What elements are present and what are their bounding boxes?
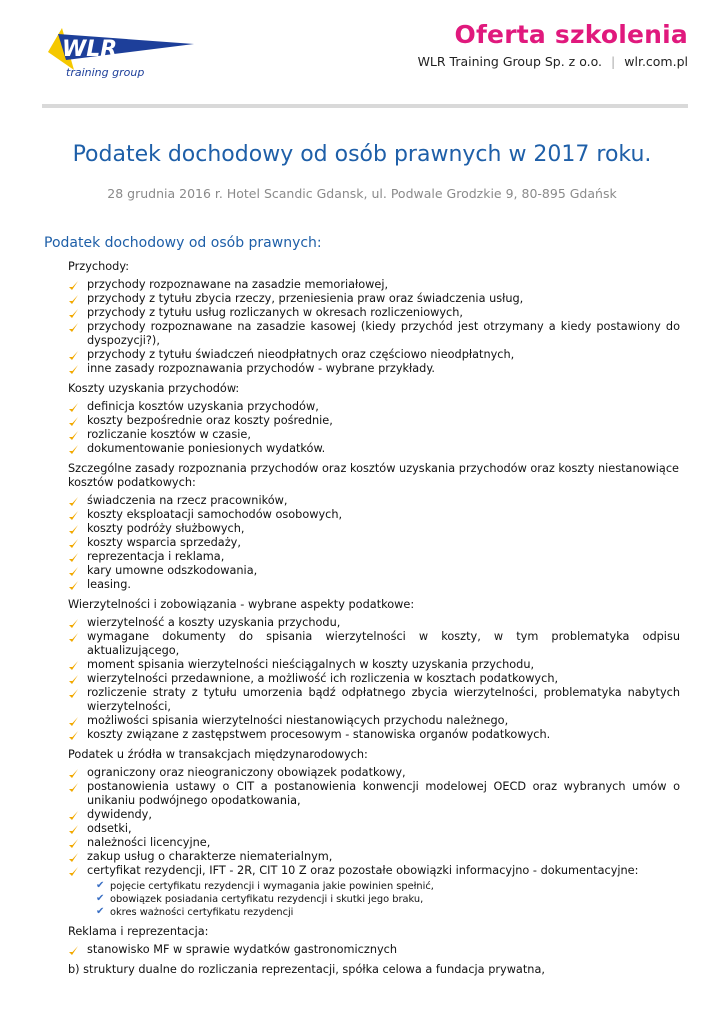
group-heading: Podatek u źródła w transakcjach międzynarodowych: xyxy=(68,748,368,761)
logo-text: WLR xyxy=(62,37,118,62)
check-bullet-icon xyxy=(68,782,79,793)
list-item-text: ograniczony oraz nieograniczony obowiązek podatkowy, xyxy=(87,766,406,779)
check-bullet-icon xyxy=(68,430,79,441)
check-bullet-icon xyxy=(68,444,79,455)
list-item-text: reprezentacja i reklama, xyxy=(87,550,225,563)
list-item-text: przychody z tytułu świadczeń nieodpłatnych oraz częściowo nieodpłatnych, xyxy=(87,348,515,361)
list-item-text: certyfikat rezydencji, IFT - 2R, CIT 10 Z oraz pozostałe obowiązki informacyjno - dokumentacyjne: xyxy=(87,864,639,877)
check-bullet-icon xyxy=(68,566,79,577)
check-bullet-icon xyxy=(68,350,79,361)
group-heading: Wierzytelności i zobowiązania - wybrane aspekty podatkowe: xyxy=(68,598,415,611)
check-bullet-icon xyxy=(68,674,79,685)
sub-list-item xyxy=(96,880,680,893)
list-item xyxy=(68,348,680,362)
list-item-text: przychody rozpoznawane na zasadzie kasowej (kiedy przychód jest otrzymany a kiedy postawiony do dyspozycji?), xyxy=(87,320,680,347)
check-bullet-icon xyxy=(68,496,79,507)
list-item xyxy=(68,616,680,630)
check-bullet-icon xyxy=(68,402,79,413)
check-bullet-icon xyxy=(68,768,79,779)
list-item xyxy=(68,686,680,714)
list-item xyxy=(68,292,680,306)
list-item-text: koszty wsparcia sprzedaży, xyxy=(87,536,241,549)
list-item xyxy=(68,808,680,822)
item-list xyxy=(68,494,680,592)
list-item xyxy=(68,630,680,658)
check-bullet-icon xyxy=(68,824,79,835)
check-bullet-icon xyxy=(68,322,79,333)
separator: | xyxy=(611,54,616,69)
sub-list-item xyxy=(96,906,680,919)
check-bullet-icon xyxy=(68,364,79,375)
check-bullet-icon xyxy=(68,510,79,521)
sub-list-item xyxy=(96,893,680,906)
list-item xyxy=(68,564,680,578)
list-item xyxy=(68,550,680,564)
list-item xyxy=(68,320,680,348)
list-item xyxy=(68,400,680,414)
document-type: Oferta szkolenia xyxy=(454,20,688,49)
check-bullet-icon xyxy=(68,852,79,863)
check-bullet-icon xyxy=(68,945,79,956)
section-heading: Podatek dochodowy od osób prawnych: xyxy=(44,235,322,251)
course-details: 28 grudnia 2016 r. Hotel Scandic Gdansk, ul. Podwale Grodzkie 9, 80-895 Gdańsk xyxy=(107,186,617,201)
list-item-text: leasing. xyxy=(87,578,131,591)
group-heading: Reklama i reprezentacja: xyxy=(68,925,209,938)
list-item-text: rozliczanie kosztów w czasie, xyxy=(87,428,251,441)
check-bullet-icon xyxy=(68,730,79,741)
check-bullet-icon xyxy=(68,280,79,291)
course-title: Podatek dochodowy od osób prawnych w 2017 roku. xyxy=(72,142,652,167)
check-bullet-icon xyxy=(68,716,79,727)
check-bullet-icon xyxy=(68,866,79,877)
list-item xyxy=(68,522,680,536)
company-name: WLR Training Group Sp. z o.o. xyxy=(417,54,603,69)
list-item xyxy=(68,428,680,442)
list-item xyxy=(68,658,680,672)
list-item-text: wymagane dokumenty do spisania wierzytelności w koszty, w tym problematyka odpisu aktualizującego, xyxy=(87,630,680,657)
item-list xyxy=(68,278,680,376)
check-bullet-icon xyxy=(68,688,79,699)
sub-item-text: okres ważności certyfikatu rezydencji xyxy=(110,907,294,918)
list-item xyxy=(68,714,680,728)
list-item-text: rozliczenie straty z tytułu umorzenia bądź odpłatnego zbycia wierzytelności, problematyka nabytych wierzytelności, xyxy=(87,686,680,713)
logo-graphic xyxy=(44,26,194,84)
list-item-text: możliwości spisania wierzytelności niestanowiących przychodu należnego, xyxy=(87,714,509,727)
check-bullet-icon xyxy=(68,308,79,319)
list-item xyxy=(68,536,680,550)
list-item xyxy=(68,766,680,780)
list-item xyxy=(68,728,680,742)
check-bullet-icon xyxy=(68,294,79,305)
list-item xyxy=(68,864,680,878)
sub-item-text: obowiązek posiadania certyfikatu rezydencji i skutki jego braku, xyxy=(110,894,424,905)
check-bullet-icon xyxy=(68,632,79,643)
list-item-text: należności licencyjne, xyxy=(87,836,211,849)
wlr-logo xyxy=(44,26,194,84)
check-bullet-icon xyxy=(68,838,79,849)
syllabus xyxy=(68,260,680,977)
list-item-text: koszty eksploatacji samochodów osobowych, xyxy=(87,508,343,521)
list-item xyxy=(68,442,680,456)
header-divider xyxy=(42,104,688,108)
list-item-text: zakup usług o charakterze niematerialnym, xyxy=(87,850,333,863)
list-item xyxy=(68,494,680,508)
list-item-text: moment spisania wierzytelności nieściągalnych w koszty uzyskania przychodu, xyxy=(87,658,535,671)
list-item xyxy=(68,822,680,836)
list-item xyxy=(68,943,680,957)
item-list xyxy=(68,766,680,919)
check-bullet-icon xyxy=(68,524,79,535)
list-item xyxy=(68,850,680,864)
list-item-text: dokumentowanie poniesionych wydatków. xyxy=(87,442,326,455)
list-item-text: wierzytelności przedawnione, a możliwość ich rozliczenia w kosztach podatkowych, xyxy=(87,672,559,685)
check-bullet-icon xyxy=(68,660,79,671)
tick-icon: ✔ xyxy=(96,893,105,904)
list-item xyxy=(68,278,680,292)
list-item-text: dywidendy, xyxy=(87,808,152,821)
check-bullet-icon xyxy=(68,618,79,629)
sub-item-list xyxy=(68,880,680,919)
list-item xyxy=(68,508,680,522)
list-item xyxy=(68,672,680,686)
check-bullet-icon xyxy=(68,416,79,427)
group-heading: Koszty uzyskania przychodów: xyxy=(68,382,240,395)
logo-subtext: training group xyxy=(66,66,145,79)
list-item-text: przychody z tytułu usług rozliczanych w okresach rozliczeniowych, xyxy=(87,306,464,319)
list-item-text: koszty podróży służbowych, xyxy=(87,522,245,535)
item-list xyxy=(68,400,680,456)
check-bullet-icon xyxy=(68,552,79,563)
website-link[interactable]: wlr.com.pl xyxy=(624,54,688,69)
check-bullet-icon xyxy=(68,538,79,549)
list-item-text: definicja kosztów uzyskania przychodów, xyxy=(87,400,319,413)
list-item xyxy=(68,362,680,376)
list-item-text: świadczenia na rzecz pracowników, xyxy=(87,494,288,507)
list-item xyxy=(68,414,680,428)
list-item-text: inne zasady rozpoznawania przychodów - wybrane przykłady. xyxy=(87,362,436,375)
list-item-text: koszty bezpośrednie oraz koszty pośrednie, xyxy=(87,414,333,427)
list-item xyxy=(68,306,680,320)
group-heading: Przychody: xyxy=(68,260,129,273)
item-list xyxy=(68,943,680,957)
list-item xyxy=(68,780,680,808)
check-bullet-icon xyxy=(68,810,79,821)
list-item-text: koszty związane z zastępstwem procesowym - stanowiska organów podatkowych. xyxy=(87,728,551,741)
group-heading: Szczególne zasady rozpoznania przychodów oraz kosztów uzyskania przychodów oraz koszty niestanowiące kosztów podatkowych: xyxy=(68,462,679,489)
tick-icon: ✔ xyxy=(96,906,105,917)
list-item-text: wierzytelność a koszty uzyskania przychodu, xyxy=(87,616,341,629)
company-line xyxy=(418,54,688,69)
list-item-text: przychody z tytułu zbycia rzeczy, przeniesienia praw oraz świadczenia usług, xyxy=(87,292,524,305)
list-item-text: postanowienia ustawy o CIT a postanowienia konwencji modelowej OECD oraz wybranych umów o unikaniu podwójnego opodatkowania, xyxy=(87,780,680,807)
list-item-text: odsetki, xyxy=(87,822,132,835)
check-bullet-icon xyxy=(68,580,79,591)
tail-text: b) struktury dualne do rozliczania reprezentacji, spółka celowa a fundacja prywatna, xyxy=(68,963,545,976)
sub-item-text: pojęcie certyfikatu rezydencji i wymagania jakie powinien spełnić, xyxy=(110,881,434,892)
list-item-text: przychody rozpoznawane na zasadzie memoriałowej, xyxy=(87,278,389,291)
list-item-text: stanowisko MF w sprawie wydatków gastronomicznych xyxy=(87,943,398,956)
list-item xyxy=(68,836,680,850)
list-item-text: kary umowne odszkodowania, xyxy=(87,564,258,577)
tick-icon: ✔ xyxy=(96,880,105,891)
item-list xyxy=(68,616,680,742)
list-item xyxy=(68,578,680,592)
